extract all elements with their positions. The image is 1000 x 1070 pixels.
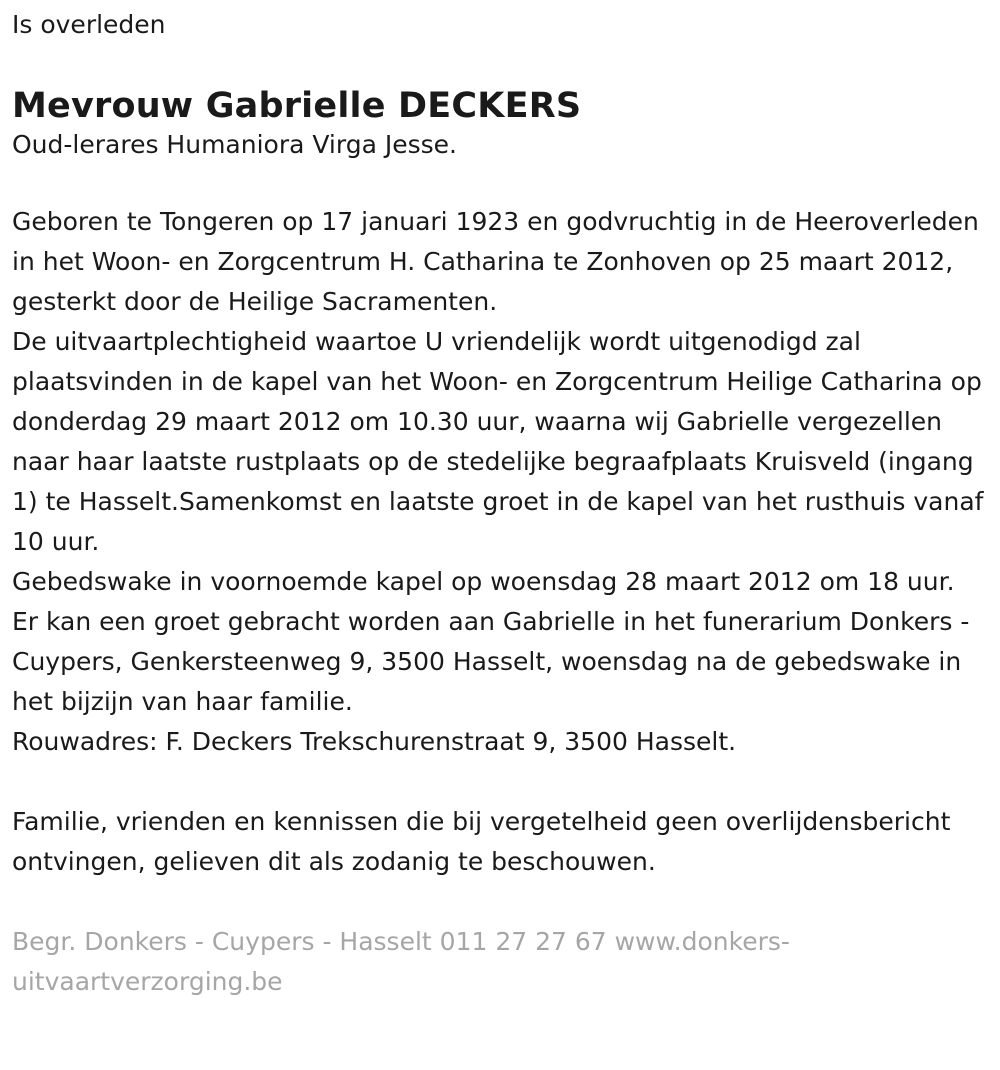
prayer-vigil-paragraph: Gebedswake in voornoemde kapel op woensdag 28 maart 2012 om 18 uur. xyxy=(12,567,955,596)
funeral-ceremony-paragraph: De uitvaartplechtigheid waartoe U vriendelijk wordt uitgenodigd zal plaatsvinden in de kapel van het Woon- en Zorgcentrum Heilige Catharina op donderdag 29 maart 2012 om 10.30 uur, waarna wij Gabrielle vergezellen naar haar laatste rustplaats op de stedelijke begraafplaats Kruisveld (ingang 1) te Hasselt.Samenkomst en laatste groet in de kapel van het rusthuis vanaf 10 uur. xyxy=(12,327,984,556)
notice-body xyxy=(12,202,987,762)
deceased-occupation: Oud-lerares Humaniora Virga Jesse. xyxy=(12,130,457,159)
mourning-address: Rouwadres: F. Deckers Trekschurenstraat 9, 3500 Hasselt. xyxy=(12,727,737,756)
funeral-director-footer: Begr. Donkers - Cuypers - Hasselt 011 27 27 67 www.donkers-uitvaartverzorging.be xyxy=(12,927,790,996)
intro-text: Is overleden xyxy=(12,10,166,39)
birth-death-paragraph: Geboren te Tongeren op 17 januari 1923 en godvruchtig in de Heeroverleden in het Woon- en Zorgcentrum H. Catharina te Zonhoven op 25 maart 2012, gesterkt door de Heilige Sacramenten. xyxy=(12,207,979,316)
deceased-name: Mevrouw Gabrielle DECKERS xyxy=(12,86,582,126)
obituary-notice xyxy=(12,8,987,1002)
closing-remark: Familie, vrienden en kennissen die bij vergetelheid geen overlijdensbericht ontvingen, gelieven dit als zodanig te beschouwen. xyxy=(12,807,951,876)
funeral-home-visit-paragraph: Er kan een groet gebracht worden aan Gabrielle in het funerarium Donkers - Cuypers, Genkersteenweg 9, 3500 Hasselt, woensdag na de gebedswake in het bijzijn van haar familie. xyxy=(12,607,970,716)
